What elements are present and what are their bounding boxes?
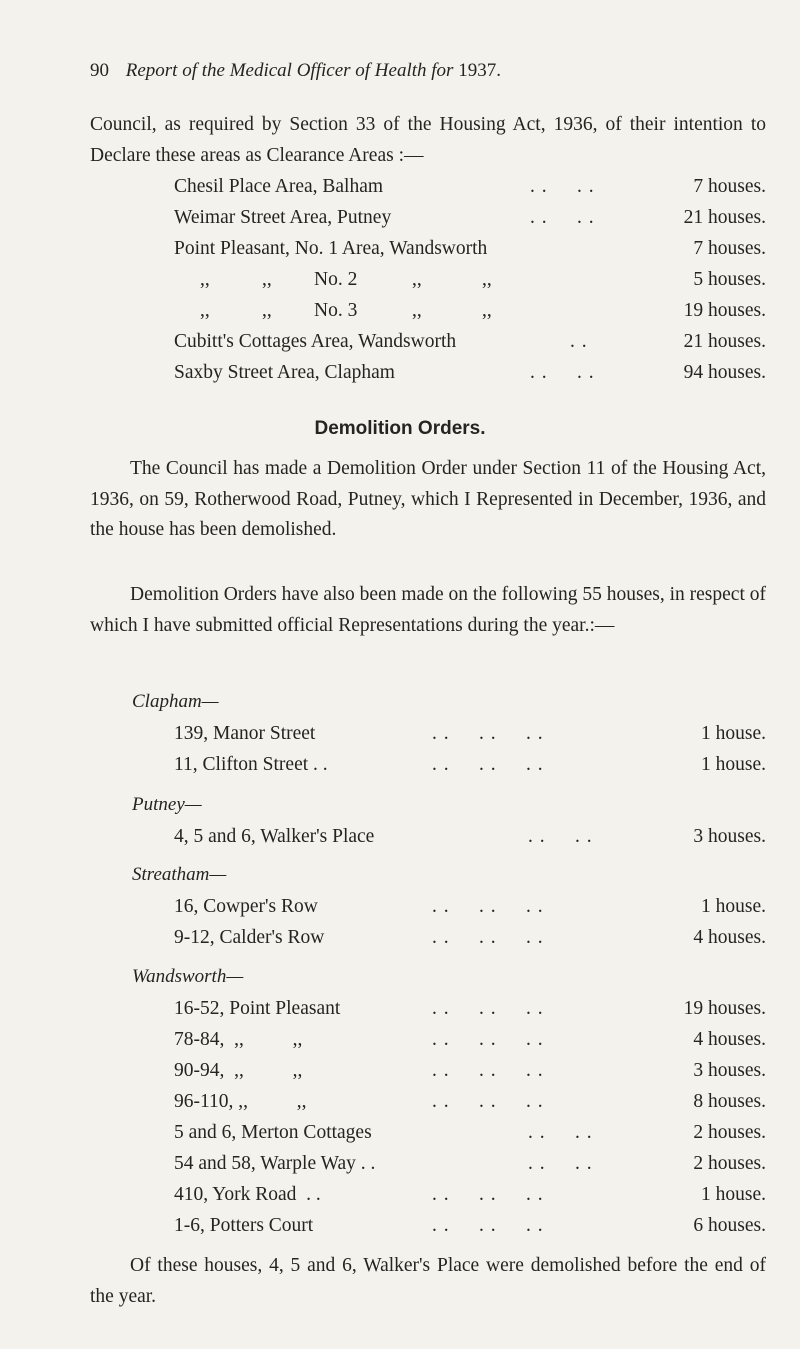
ditto-mark: ,,	[200, 300, 210, 321]
leader-dots: . . . .	[528, 826, 593, 847]
clearance-area-name: Chesil Place Area, Balham	[174, 176, 384, 197]
ditto-mark: ,,	[412, 269, 422, 290]
house-count: 2 houses.	[693, 1122, 766, 1143]
report-year: 1937.	[458, 60, 501, 81]
clearance-area-name: Point Pleasant, No. 1 Area, Wandsworth	[174, 238, 488, 259]
clearance-area-name: Saxby Street Area, Clapham	[174, 362, 395, 383]
ditto-mark: ,,	[200, 269, 210, 290]
district-heading: Streatham—	[132, 864, 227, 885]
house-count: 19 houses.	[683, 300, 766, 321]
address: 16-52, Point Pleasant	[174, 998, 341, 1019]
leader-dots: . . . . . .	[432, 998, 544, 1019]
report-title: Report of the Medical Officer of Health for	[125, 60, 454, 81]
leader-dots: . . . . . .	[432, 723, 544, 744]
house-count: 7 houses.	[693, 238, 766, 259]
house-count: 94 houses.	[683, 362, 766, 383]
clearance-area-name: No. 2	[314, 269, 358, 290]
district-heading: Wandsworth—	[132, 966, 244, 987]
leader-dots: . . . .	[528, 1153, 593, 1174]
address: 90-94, ,, ,,	[174, 1060, 303, 1081]
intro-paragraph: Council, as required by Section 33 of the Housing Act, 1936, of their intention to Declare these areas as Clearance Areas :—	[90, 114, 766, 166]
house-count: 1 house.	[701, 723, 766, 744]
leader-dots: . . . . . .	[432, 754, 544, 775]
address: 9-12, Calder's Row	[174, 927, 325, 948]
leader-dots: . . . . . .	[432, 1029, 544, 1050]
leader-dots: . . . . . .	[432, 1091, 544, 1112]
ditto-mark: ,,	[262, 269, 272, 290]
leader-dots: . . . .	[530, 207, 595, 228]
house-count: 6 houses.	[693, 1215, 766, 1236]
house-count: 1 house.	[701, 754, 766, 775]
ditto-mark: ,,	[412, 300, 422, 321]
house-count: 3 houses.	[693, 826, 766, 847]
leader-dots: . . . . . .	[432, 1215, 544, 1236]
ditto-mark: ,,	[482, 269, 492, 290]
page-number: 90	[90, 60, 109, 81]
ditto-mark: ,,	[482, 300, 492, 321]
clearance-area-name: Cubitt's Cottages Area, Wandsworth	[174, 331, 457, 352]
leader-dots: . . . .	[528, 1122, 593, 1143]
leader-dots: . . . . . .	[432, 1184, 544, 1205]
address: 4, 5 and 6, Walker's Place	[174, 826, 375, 847]
house-count: 21 houses.	[683, 207, 766, 228]
address: 1-6, Potters Court	[174, 1215, 314, 1236]
house-count: 2 houses.	[693, 1153, 766, 1174]
address: 16, Cowper's Row	[174, 896, 318, 917]
house-count: 1 house.	[701, 896, 766, 917]
leader-dots: . . . .	[530, 176, 595, 197]
house-count: 4 houses.	[693, 927, 766, 948]
leader-dots: . . . . . .	[432, 896, 544, 917]
closing-paragraph: Of these houses, 4, 5 and 6, Walker's Place were demolished before the end of the year.	[90, 1255, 766, 1307]
clearance-area-name: Weimar Street Area, Putney	[174, 207, 392, 228]
ditto-mark: ,,	[262, 300, 272, 321]
section-heading: Demolition Orders.	[314, 418, 486, 439]
leader-dots: . .	[570, 331, 588, 352]
house-count: 1 house.	[701, 1184, 766, 1205]
address: 11, Clifton Street . .	[174, 754, 328, 775]
address: 410, York Road . .	[174, 1184, 321, 1205]
house-count: 21 houses.	[683, 331, 766, 352]
house-count: 8 houses.	[693, 1091, 766, 1112]
demolition-paragraph-2: Demolition Orders have also been made on the following 55 houses, in respect of which I have submitted official Representations during the year.:—	[90, 584, 766, 636]
house-count: 19 houses.	[683, 998, 766, 1019]
clearance-area-name: No. 3	[314, 300, 358, 321]
address: 139, Manor Street	[174, 723, 316, 744]
leader-dots: . . . .	[530, 362, 595, 383]
address: 54 and 58, Warple Way . .	[174, 1153, 376, 1174]
leader-dots: . . . . . .	[432, 1060, 544, 1081]
house-count: 4 houses.	[693, 1029, 766, 1050]
house-count: 3 houses.	[693, 1060, 766, 1081]
house-count: 7 houses.	[693, 176, 766, 197]
leader-dots: . . . . . .	[432, 927, 544, 948]
address: 5 and 6, Merton Cottages	[174, 1122, 372, 1143]
address: 96-110, ,, ,,	[174, 1091, 307, 1112]
demolition-paragraph-1: The Council has made a Demolition Order under Section 11 of the Housing Act, 1936, on 59, Rotherwood Road, Putney, which I Represented in December, 1936, and the house has been demolished.	[90, 458, 766, 540]
address: 78-84, ,, ,,	[174, 1029, 303, 1050]
house-count: 5 houses.	[693, 269, 766, 290]
district-heading: Putney—	[132, 794, 202, 815]
page-header	[90, 60, 501, 82]
district-heading: Clapham—	[132, 691, 219, 712]
